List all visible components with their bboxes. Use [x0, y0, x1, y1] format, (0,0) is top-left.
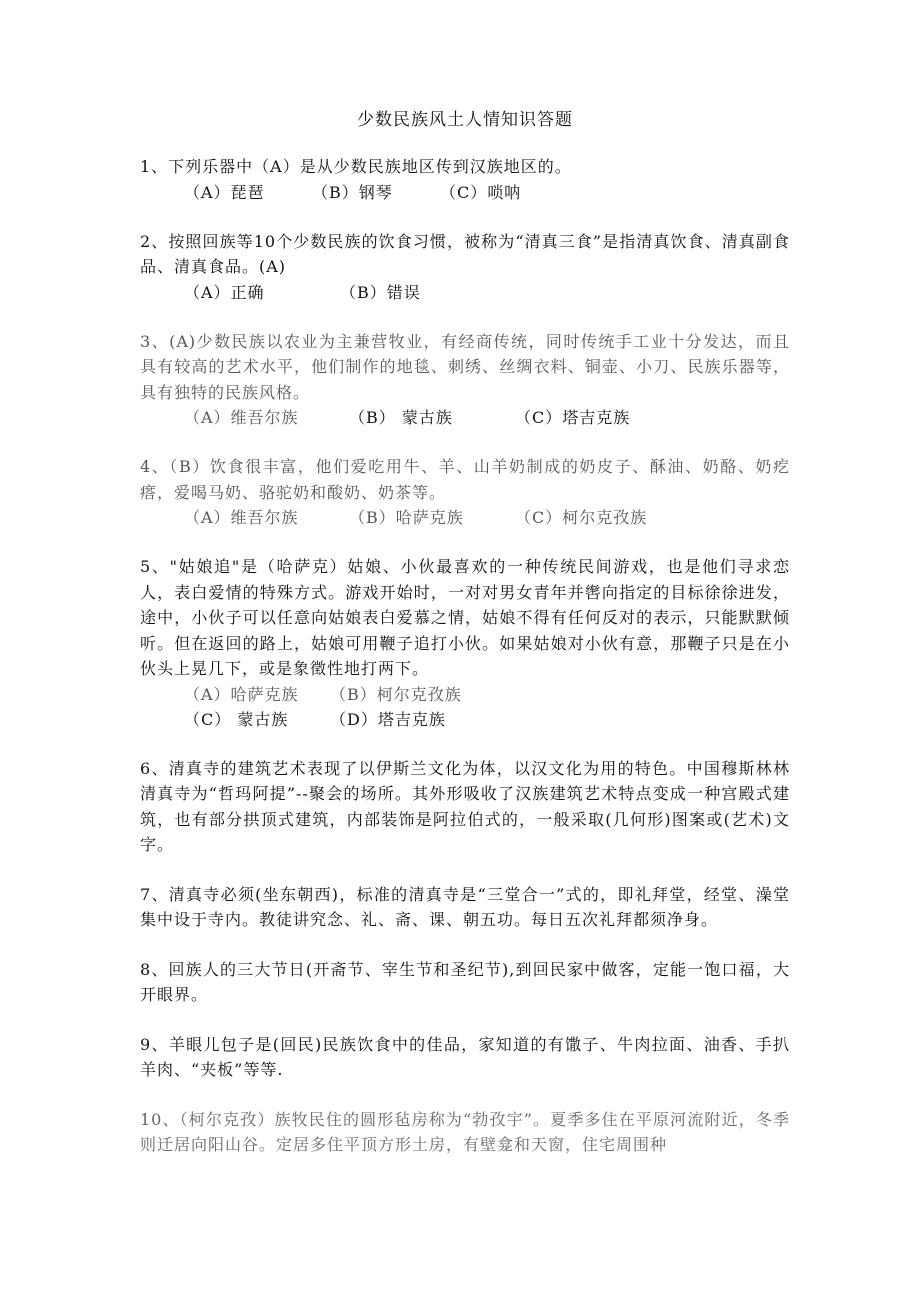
option-a: （A）琵琶: [184, 182, 265, 202]
option-d: （D）塔吉克族: [330, 709, 446, 729]
question-7: [140, 882, 790, 933]
option-a: （A）哈萨克族: [184, 684, 299, 704]
question-text: 6、清真寺的建筑艺术表现了以伊斯兰文化为体，以汉文化为用的特色。中国穆斯林林清真寺为“哲玛阿提”--聚会的场所。其外形吸收了汉族建筑艺术特点变成一种宫殿式建筑，也有部分拱顶式建筑，内部装饰是阿拉伯式的，一般采取(几何形)图案或(艺术)文字。: [140, 758, 790, 854]
question-2: [140, 229, 790, 305]
document-page: [140, 100, 790, 1182]
question-3: [140, 329, 790, 431]
options: [140, 280, 790, 305]
question-text: 4、（B）饮食很丰富，他们爱吃用牛、羊、山羊奶制成的奶皮子、酥油、奶酪、奶疙瘩，爱喝马奶、骆驼奶和酸奶、奶茶等。: [140, 457, 790, 502]
option-c: （C） 蒙古族: [184, 709, 289, 729]
option-row: [184, 180, 790, 205]
options: [140, 180, 790, 205]
option-c: （C）唢呐: [440, 182, 522, 202]
option-b: （B）错误: [340, 282, 421, 302]
question-text: 2、按照回族等10个少数民族的饮食习惯，被称为“清真三食”是指清真饮食、清真副食品、清真食品。(A): [140, 231, 790, 276]
question-text: 7、清真寺必须(坐东朝西)，标准的清真寺是“三堂合一”式的，即礼拜堂，经堂、澡堂集中设于寺内。教徒讲究念、礼、斋、课、朝五功。每日五次礼拜都须净身。: [140, 884, 790, 929]
option-b: （B）钢琴: [312, 182, 393, 202]
option-row: [184, 682, 790, 707]
options: [140, 405, 790, 430]
question-9: [140, 1032, 790, 1083]
option-row: [184, 505, 790, 530]
option-a: （A）正确: [184, 282, 265, 302]
options: [140, 505, 790, 530]
option-b: （B） 蒙古族: [349, 408, 453, 427]
option-c: （C）柯尔克孜族: [515, 508, 648, 527]
question-text: 1、下列乐器中（A）是从少数民族地区传到汉族地区的。: [140, 157, 572, 176]
option-b: （B）柯尔克孜族: [330, 684, 462, 704]
option-row: [184, 405, 790, 430]
option-b: （B）哈萨克族: [349, 508, 464, 527]
question-1: [140, 154, 790, 205]
question-text: 10、（柯尔克孜）族牧民住的圆形毡房称为“勃孜宇”。夏季多住在平原河流附近，冬季则迁居向阳山谷。定居多住平顶方形土房，有壁龛和天窗，住宅周围种: [140, 1109, 790, 1154]
question-8: [140, 957, 790, 1008]
option-a: （A）维吾尔族: [184, 408, 299, 427]
question-10: [140, 1107, 790, 1158]
options: [140, 682, 790, 732]
question-text: 8、回族人的三大节日(开斋节、宰生节和圣纪节),到回民家中做客，定能一饱口福，大开眼界。: [140, 959, 790, 1004]
option-c: （C）塔吉克族: [515, 408, 631, 427]
question-text: 9、羊眼儿包子是(回民)民族饮食中的佳品，家知道的有馓子、牛肉拉面、油香、手扒羊肉、“夹板”等等.: [140, 1034, 790, 1079]
question-5: [140, 554, 790, 732]
question-text: 5、"姑娘追"是（哈萨克）姑娘、小伙最喜欢的一种传统民间游戏，也是他们寻求恋人，表白爱情的特殊方式。游戏开始时，一对对男女青年并辔向指定的目标徐徐进发，途中，小伙子可以任意向姑娘表白爱慕之情，姑娘不得有任何反对的表示，只能默默倾听。但在返回的路上，姑娘可用鞭子追打小伙。如果姑娘对小伙有意，那鞭子只是在小伙头上晃几下，或是象徵性地打两下。: [140, 557, 790, 678]
option-row: [184, 280, 790, 305]
question-text: 3、(A)少数民族以农业为主兼营牧业，有经商传统，同时传统手工业十分发达，而且具有较高的艺术水平，他们制作的地毯、刺绣、丝绸衣料、铜壶、小刀、民族乐器等，具有独特的民族风格。: [140, 331, 790, 402]
option-row: [184, 707, 790, 732]
question-4: [140, 454, 790, 530]
question-6: [140, 756, 790, 858]
document-title: 少数民族风土人情知识答题: [357, 110, 573, 130]
option-a: （A）维吾尔族: [184, 508, 299, 527]
